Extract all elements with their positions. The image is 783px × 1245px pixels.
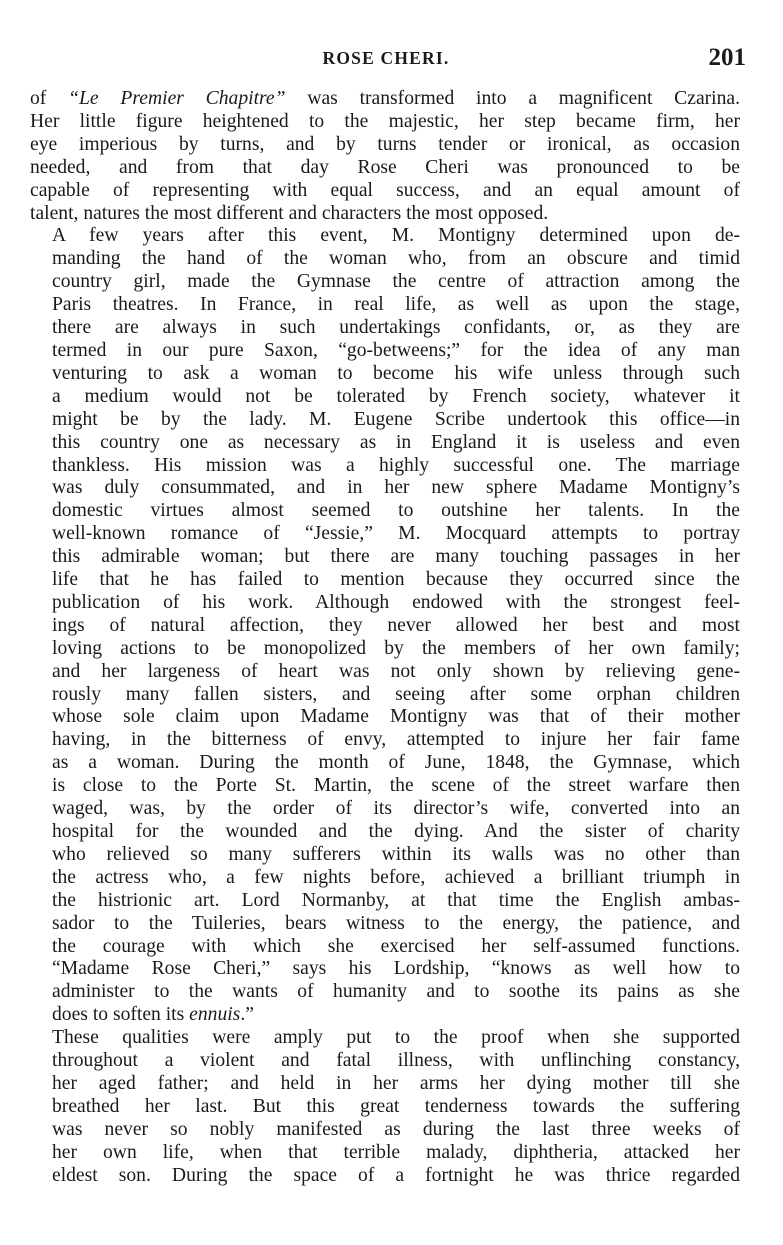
text-line: needed, and from that day Rose Cheri was pronounced to be xyxy=(30,156,740,178)
text-line: domestic virtues almost seemed to outshine her talents. In the xyxy=(52,500,740,522)
text-line: there are always in such undertakings confidants, or, as they are xyxy=(52,317,740,339)
text-line: breathed her last. But this great tenderness towards the suffering xyxy=(52,1095,740,1117)
text-line: as a woman. During the month of June, 1848, the Gymnase, which xyxy=(52,752,740,774)
text-line: loving actions to be monopolized by the members of her own family; xyxy=(52,637,740,659)
text-line: sador to the Tuileries, bears witness to the energy, the patience, and xyxy=(52,912,740,934)
text-line: Her little figure heightened to the majestic, her step became firm, her xyxy=(30,110,740,132)
text-line: was never so nobly manifested as during the last three weeks of xyxy=(52,1118,740,1140)
text-line: this admirable woman; but there are many touching passages in her xyxy=(52,546,740,568)
text-line: her aged father; and held in her arms her dying mother till she xyxy=(52,1072,740,1094)
text-line: does to soften its ennuis.” xyxy=(52,1004,254,1026)
text-line: was duly consummated, and in her new sphere Madame Montigny’s xyxy=(52,477,740,499)
text-line: a medium would not be tolerated by French society, whatever it xyxy=(52,385,740,407)
text-line: These qualities were amply put to the proof when she supported xyxy=(52,1027,740,1049)
text-line: this country one as necessary as in England it is useless and even xyxy=(52,431,740,453)
text-line: capable of representing with equal success, and an equal amount of xyxy=(30,179,740,201)
text-line: A few years after this event, M. Montigny determined upon de- xyxy=(52,225,740,247)
text-line: her own life, when that terrible malady, diphtheria, attacked her xyxy=(52,1141,740,1163)
text-line: whose sole claim upon Madame Montigny was that of their mother xyxy=(52,706,740,728)
text-line: is close to the Porte St. Martin, the scene of the street warfare then xyxy=(52,775,740,797)
text-line: and her largeness of heart was not only shown by relieving gene- xyxy=(52,660,740,682)
running-title: ROSE CHERI. xyxy=(322,48,450,68)
text-line: Paris theatres. In France, in real life, as well as upon the stage, xyxy=(52,294,740,316)
text-line: publication of his work. Although endowed with the strongest feel- xyxy=(52,591,740,613)
running-header xyxy=(30,44,746,74)
text-line: who relieved so many sufferers within its walls was no other than xyxy=(52,843,740,865)
text-line: administer to the wants of humanity and to soothe its pains as she xyxy=(52,981,740,1003)
text-line: might be by the lady. M. Eugene Scribe undertook this office—in xyxy=(52,408,740,430)
text-line: throughout a violent and fatal illness, with unflinching constancy, xyxy=(52,1050,740,1072)
text-line: country girl, made the Gymnase the centre of attraction among the xyxy=(52,271,740,293)
text-line: well-known romance of “Jessie,” M. Mocquard attempts to portray xyxy=(52,523,740,545)
paragraph-3 xyxy=(30,1027,740,1187)
paragraph-2 xyxy=(30,225,740,1027)
text-line: talent, natures the most different and characters the most opposed. xyxy=(30,202,549,224)
text-line: ings of natural affection, they never allowed her best and most xyxy=(52,614,740,636)
text-line: waged, was, by the order of its director’s wife, converted into an xyxy=(52,798,740,820)
text-line: rously many fallen sisters, and seeing after some orphan children xyxy=(52,683,740,705)
text-line: having, in the bitterness of envy, attempted to injure her fair fame xyxy=(52,729,740,751)
text-line: the histrionic art. Lord Normanby, at that time the English ambas- xyxy=(52,889,740,911)
text-line: termed in our pure Saxon, “go-betweens;” for the idea of any man xyxy=(52,339,740,361)
text-line: venturing to ask a woman to become his wife unless through such xyxy=(52,362,740,384)
text-line: the courage with which she exercised her self-assumed functions. xyxy=(52,935,740,957)
body-text xyxy=(30,88,740,1188)
page-number: 201 xyxy=(708,44,746,71)
text-line: life that he has failed to mention because they occurred since the xyxy=(52,569,740,591)
text-line: manding the hand of the woman who, from an obscure and timid xyxy=(52,248,740,270)
text-line: of “Le Premier Chapitre” was transformed into a magnificent Czarina. xyxy=(30,88,741,109)
paragraph-1 xyxy=(30,88,740,225)
text-line: the actress who, a few nights before, achieved a brilliant triumph in xyxy=(52,866,740,888)
text-line: eldest son. During the space of a fortnight he was thrice regarded xyxy=(52,1164,740,1186)
text-line: “Madame Rose Cheri,” says his Lordship, “knows as well how to xyxy=(52,958,740,980)
text-line: eye imperious by turns, and by turns tender or ironical, as occasion xyxy=(30,133,740,155)
text-line: thankless. His mission was a highly successful one. The marriage xyxy=(52,454,740,476)
text-line: hospital for the wounded and the dying. And the sister of charity xyxy=(52,821,740,842)
